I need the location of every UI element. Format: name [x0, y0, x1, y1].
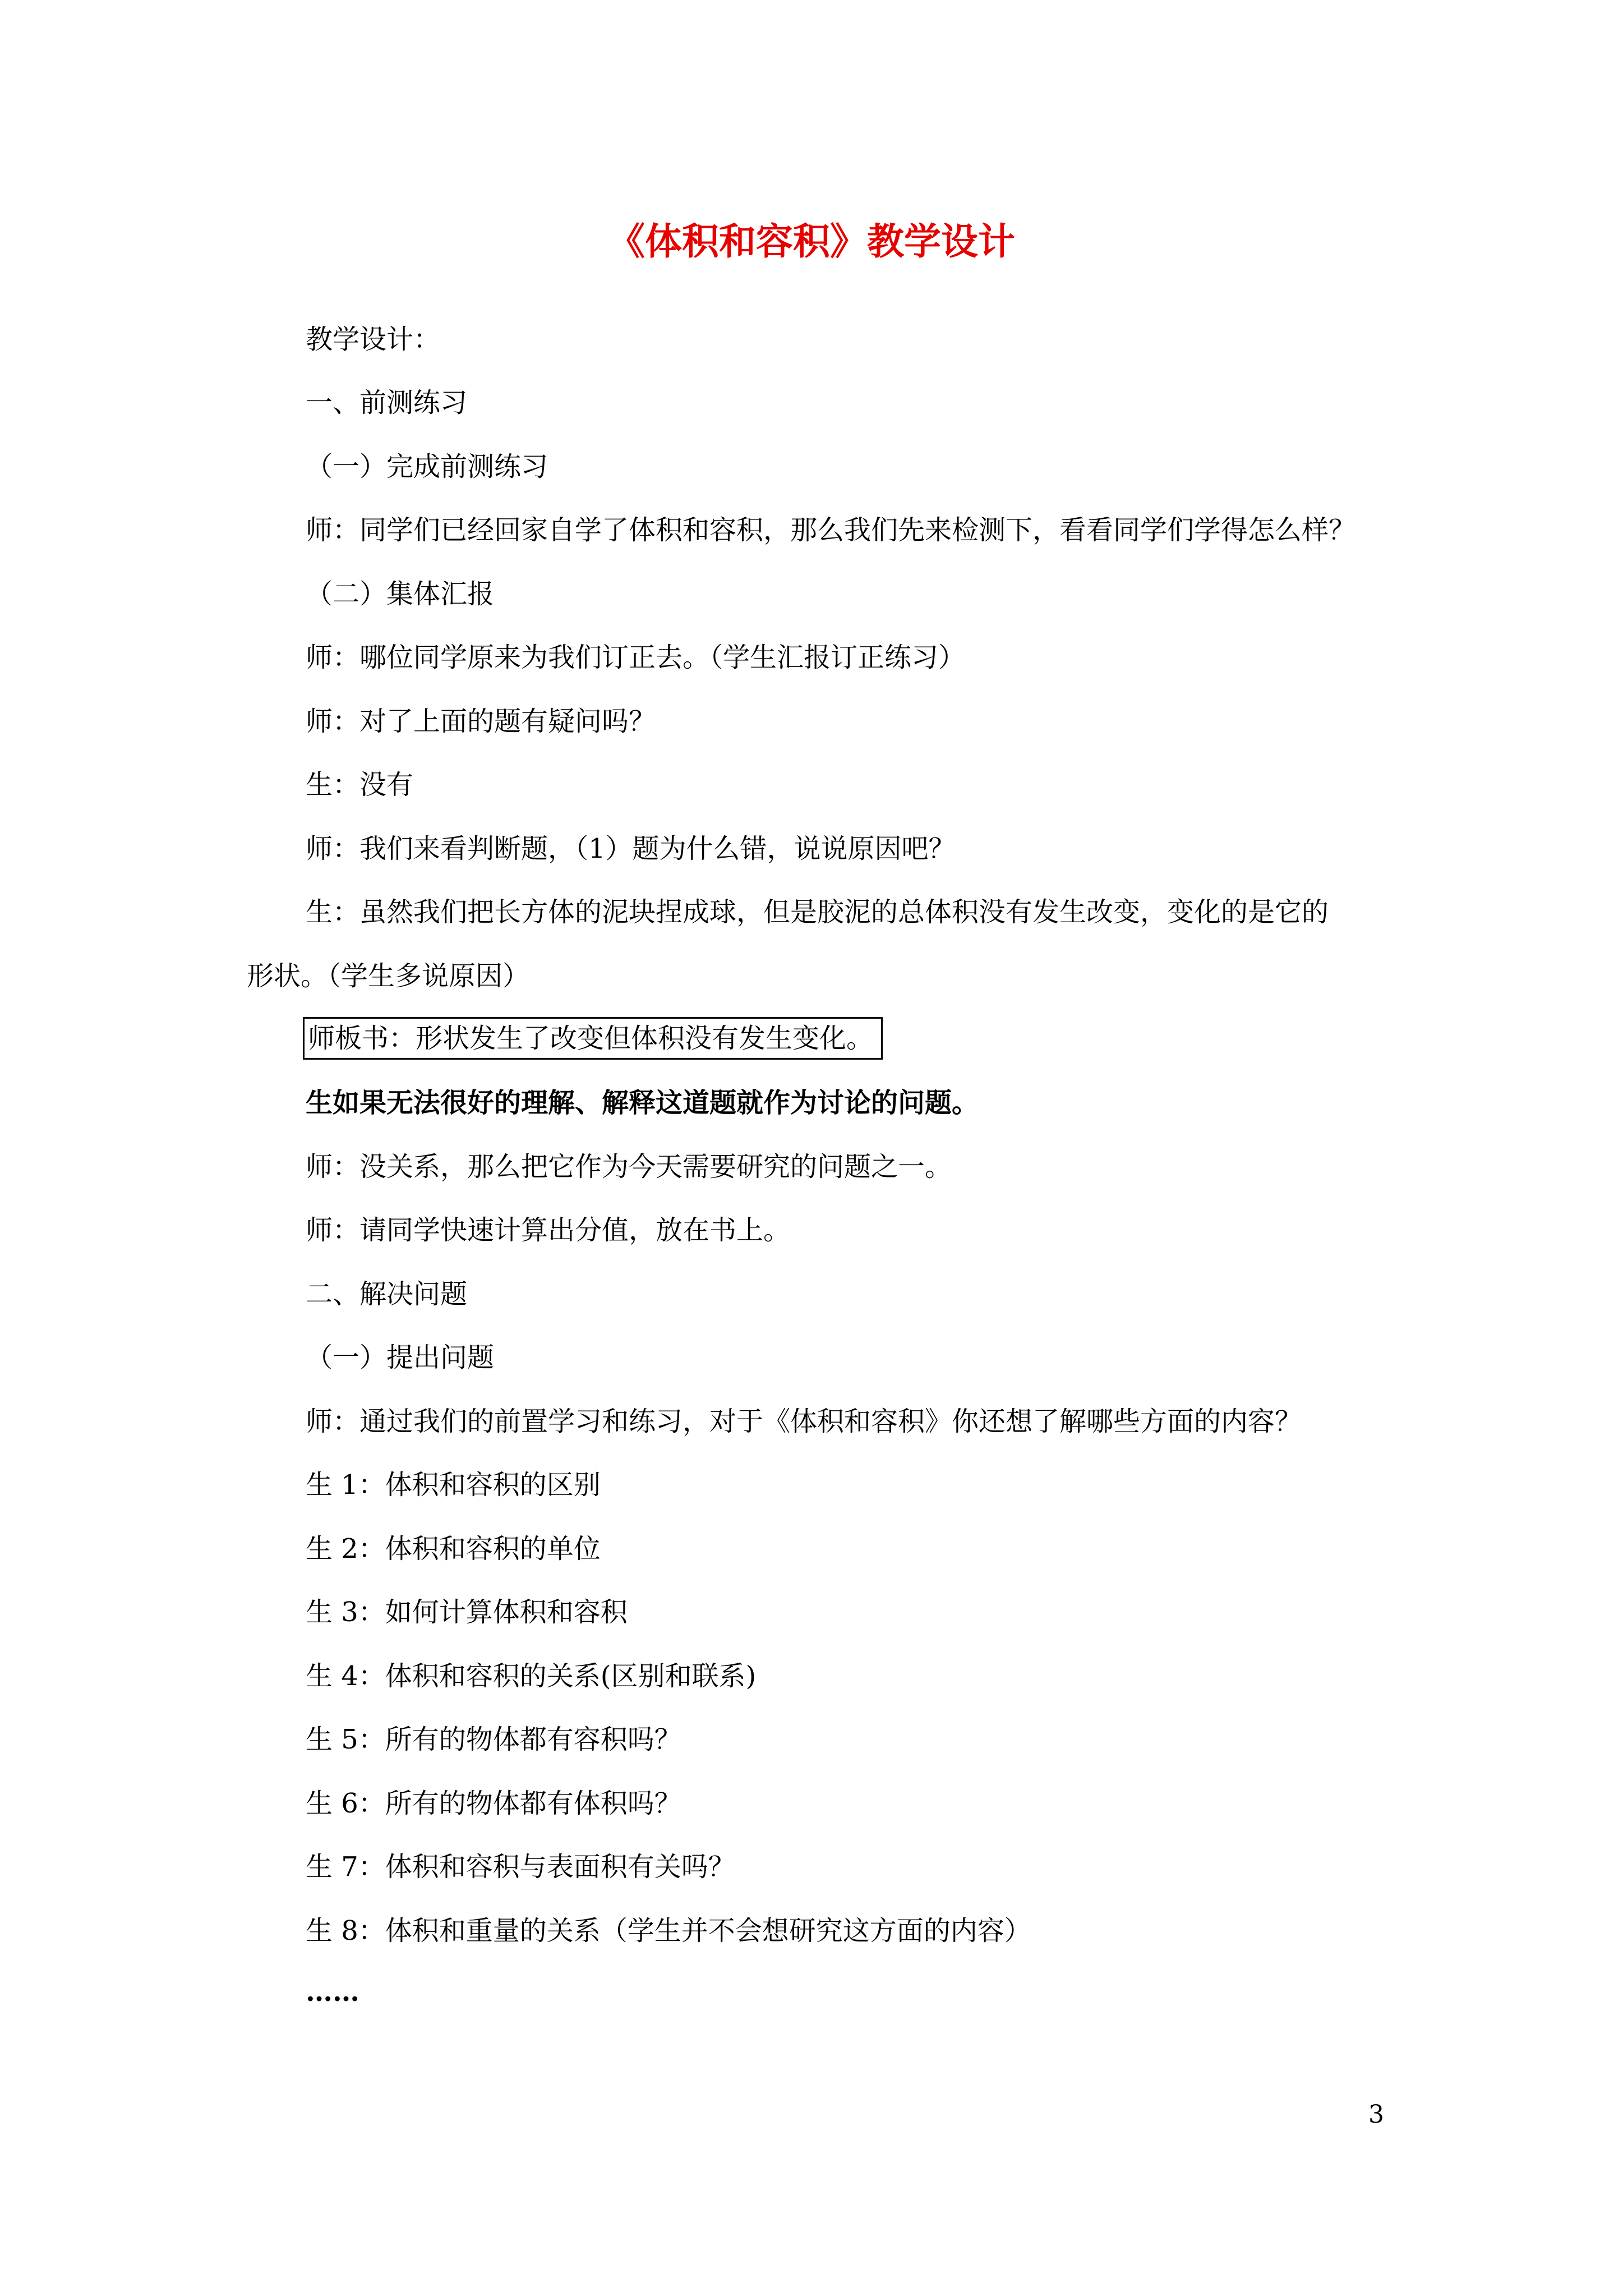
paragraph-teacher-correct: 师：哪位同学原来为我们订正去。（学生汇报订正练习）: [306, 642, 966, 673]
paragraph-student-reason: 生：虽然我们把长方体的泥块捏成球，但是胶泥的总体积没有发生改变，变化的是它的: [306, 896, 1329, 928]
subheading-raise-questions: （一）提出问题: [306, 1342, 495, 1373]
list-item-student-6: 生 6：所有的物体都有体积吗？: [306, 1788, 681, 1819]
paragraph-student-none: 生：没有: [306, 769, 414, 800]
list-item-student-3: 生 3：如何计算体积和容积: [306, 1596, 628, 1628]
paragraph-teacher-question: 师：对了上面的题有疑问吗？: [306, 706, 656, 737]
heading-pretest: 一、前测练习: [306, 387, 468, 418]
heading-solve-problems: 二、解决问题: [306, 1278, 468, 1310]
blackboard-note-box: 师板书：形状发生了改变但体积没有发生变化。: [303, 1017, 883, 1060]
ellipsis: ……: [306, 1976, 359, 2008]
list-item-student-4: 生 4：体积和容积的关系(区别和联系): [306, 1660, 757, 1692]
paragraph-teacher-calculate: 师：请同学快速计算出分值，放在书上。: [306, 1214, 791, 1246]
subheading-group-report: （二）集体汇报: [306, 578, 495, 610]
list-item-student-5: 生 5：所有的物体都有容积吗？: [306, 1724, 681, 1755]
paragraph-teacher-ask: 师：通过我们的前置学习和练习，对于《体积和容积》你还想了解哪些方面的内容？: [306, 1406, 1302, 1437]
paragraph-teacher-nevermind: 师：没关系，那么把它作为今天需要研究的问题之一。: [306, 1151, 952, 1182]
paragraph-student-reason-cont: 形状。（学生多说原因）: [247, 960, 530, 992]
list-item-student-1: 生 1：体积和容积的区别: [306, 1469, 601, 1501]
list-item-student-8: 生 8：体积和重量的关系（学生并不会想研究这方面的内容）: [306, 1915, 1031, 1947]
list-item-student-7: 生 7：体积和容积与表面积有关吗？: [306, 1851, 735, 1883]
subheading-complete-pretest: （一）完成前测练习: [306, 451, 548, 482]
list-item-student-2: 生 2：体积和容积的单位: [306, 1533, 601, 1565]
paragraph-bold-note: 生如果无法很好的理解、解释这道题就作为讨论的问题。: [306, 1087, 979, 1119]
section-intro: 教学设计：: [306, 324, 441, 355]
paragraph-teacher-check: 师：同学们已经回家自学了体积和容积，那么我们先来检测下，看看同学们学得怎么样？: [306, 514, 1356, 546]
page-number: 3: [1368, 2100, 1384, 2129]
paragraph-teacher-judge: 师：我们来看判断题，（1）题为什么错，说说原因吧？: [306, 833, 956, 864]
document-title: 《体积和容积》教学设计: [608, 219, 1015, 263]
